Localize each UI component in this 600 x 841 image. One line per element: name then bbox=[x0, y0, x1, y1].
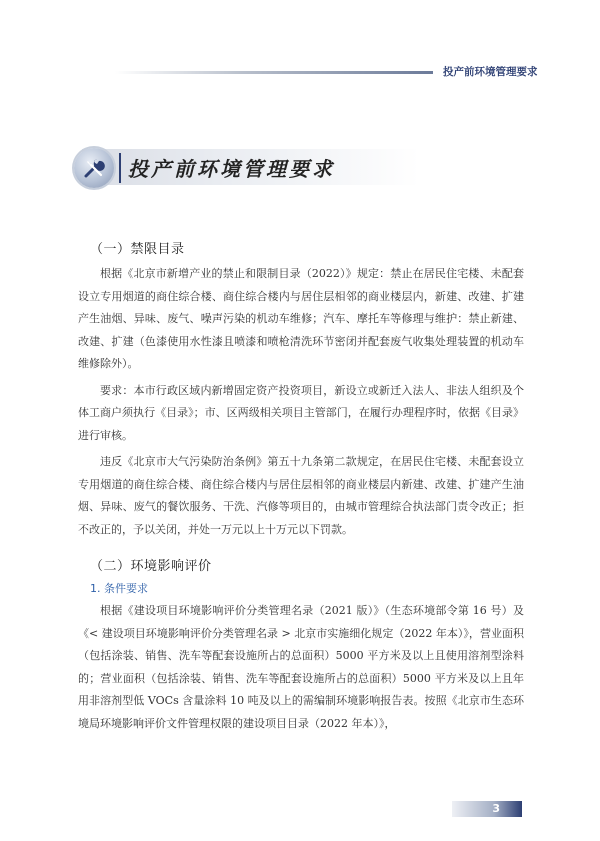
paragraph: 违反《北京市大气污染防治条例》第五十九条第二款规定，在居民住宅楼、未配套设立专用烟道的商住综合楼、商住综合楼内与居住层相邻的商业楼层内新建、改建、扩建产生油烟、异味、废气的餐饮服务、干洗、汽修等项目的，由城市管理综合执法部门责令改正；拒不改正的，予以关闭，并处一万元以上十万元以下罚款。 bbox=[78, 455, 524, 536]
page-number: 3 bbox=[492, 802, 500, 815]
main-content bbox=[78, 238, 524, 735]
chapter-title: 投产前环境管理要求 bbox=[128, 157, 335, 181]
paragraph: 根据《建设项目环境影响评价分类管理名录（2021 版）》（生态环境部令第 16 号）及《< 建设项目环境影响评价分类管理名录 > 北京市实施细化规定（2022 年本）》，营业面积（包括涂装、销售、洗车等配套设施所占的总面积）5000 平方米及以上且使用溶剂型涂料的；营业面积（包括涂装、销售、洗车等配套设施所占的总面积）5000 平方米及以上且年用非溶剂型低 VOCs 含量涂料 10 吨及以上的需编制环境影响报告表。按照《北京市生态环境局环境影响评价文件管理权限的建设项目目录（2022 年本）》， bbox=[78, 604, 524, 730]
sub-heading: 1. 条件要求 bbox=[90, 582, 148, 595]
running-header: 投产前环境管理要求 bbox=[443, 66, 538, 78]
header-rule bbox=[115, 71, 433, 74]
chapter-divider bbox=[119, 153, 121, 183]
section-heading: （二）环境影响评价 bbox=[90, 559, 212, 574]
section-heading: （一）禁限目录 bbox=[90, 242, 185, 257]
paragraph: 要求：本市行政区域内新增固定资产投资项目，新设立或新迁入法人、非法人组织及个体工商户须执行《目录》；市、区两级相关项目主管部门，在履行办理程序时，依据《目录》进行审核。 bbox=[78, 383, 524, 442]
page-number-tab bbox=[452, 801, 522, 817]
chapter-badge bbox=[74, 148, 114, 188]
paragraph: 根据《北京市新增产业的禁止和限制目录（2022）》规定：禁止在居民住宅楼、未配套设立专用烟道的商住综合楼、商住综合楼内与居住层相邻的商业楼层内，新建、改建、扩建产生油烟、异味、废气、噪声污染的机动车维修；汽车、摩托车等修理与维护：禁止新建、改建、扩建（色漆使用水性漆且喷漆和喷枪清洗环节密闭并配套废气收集处理装置的机动车维修除外）。 bbox=[78, 267, 524, 370]
